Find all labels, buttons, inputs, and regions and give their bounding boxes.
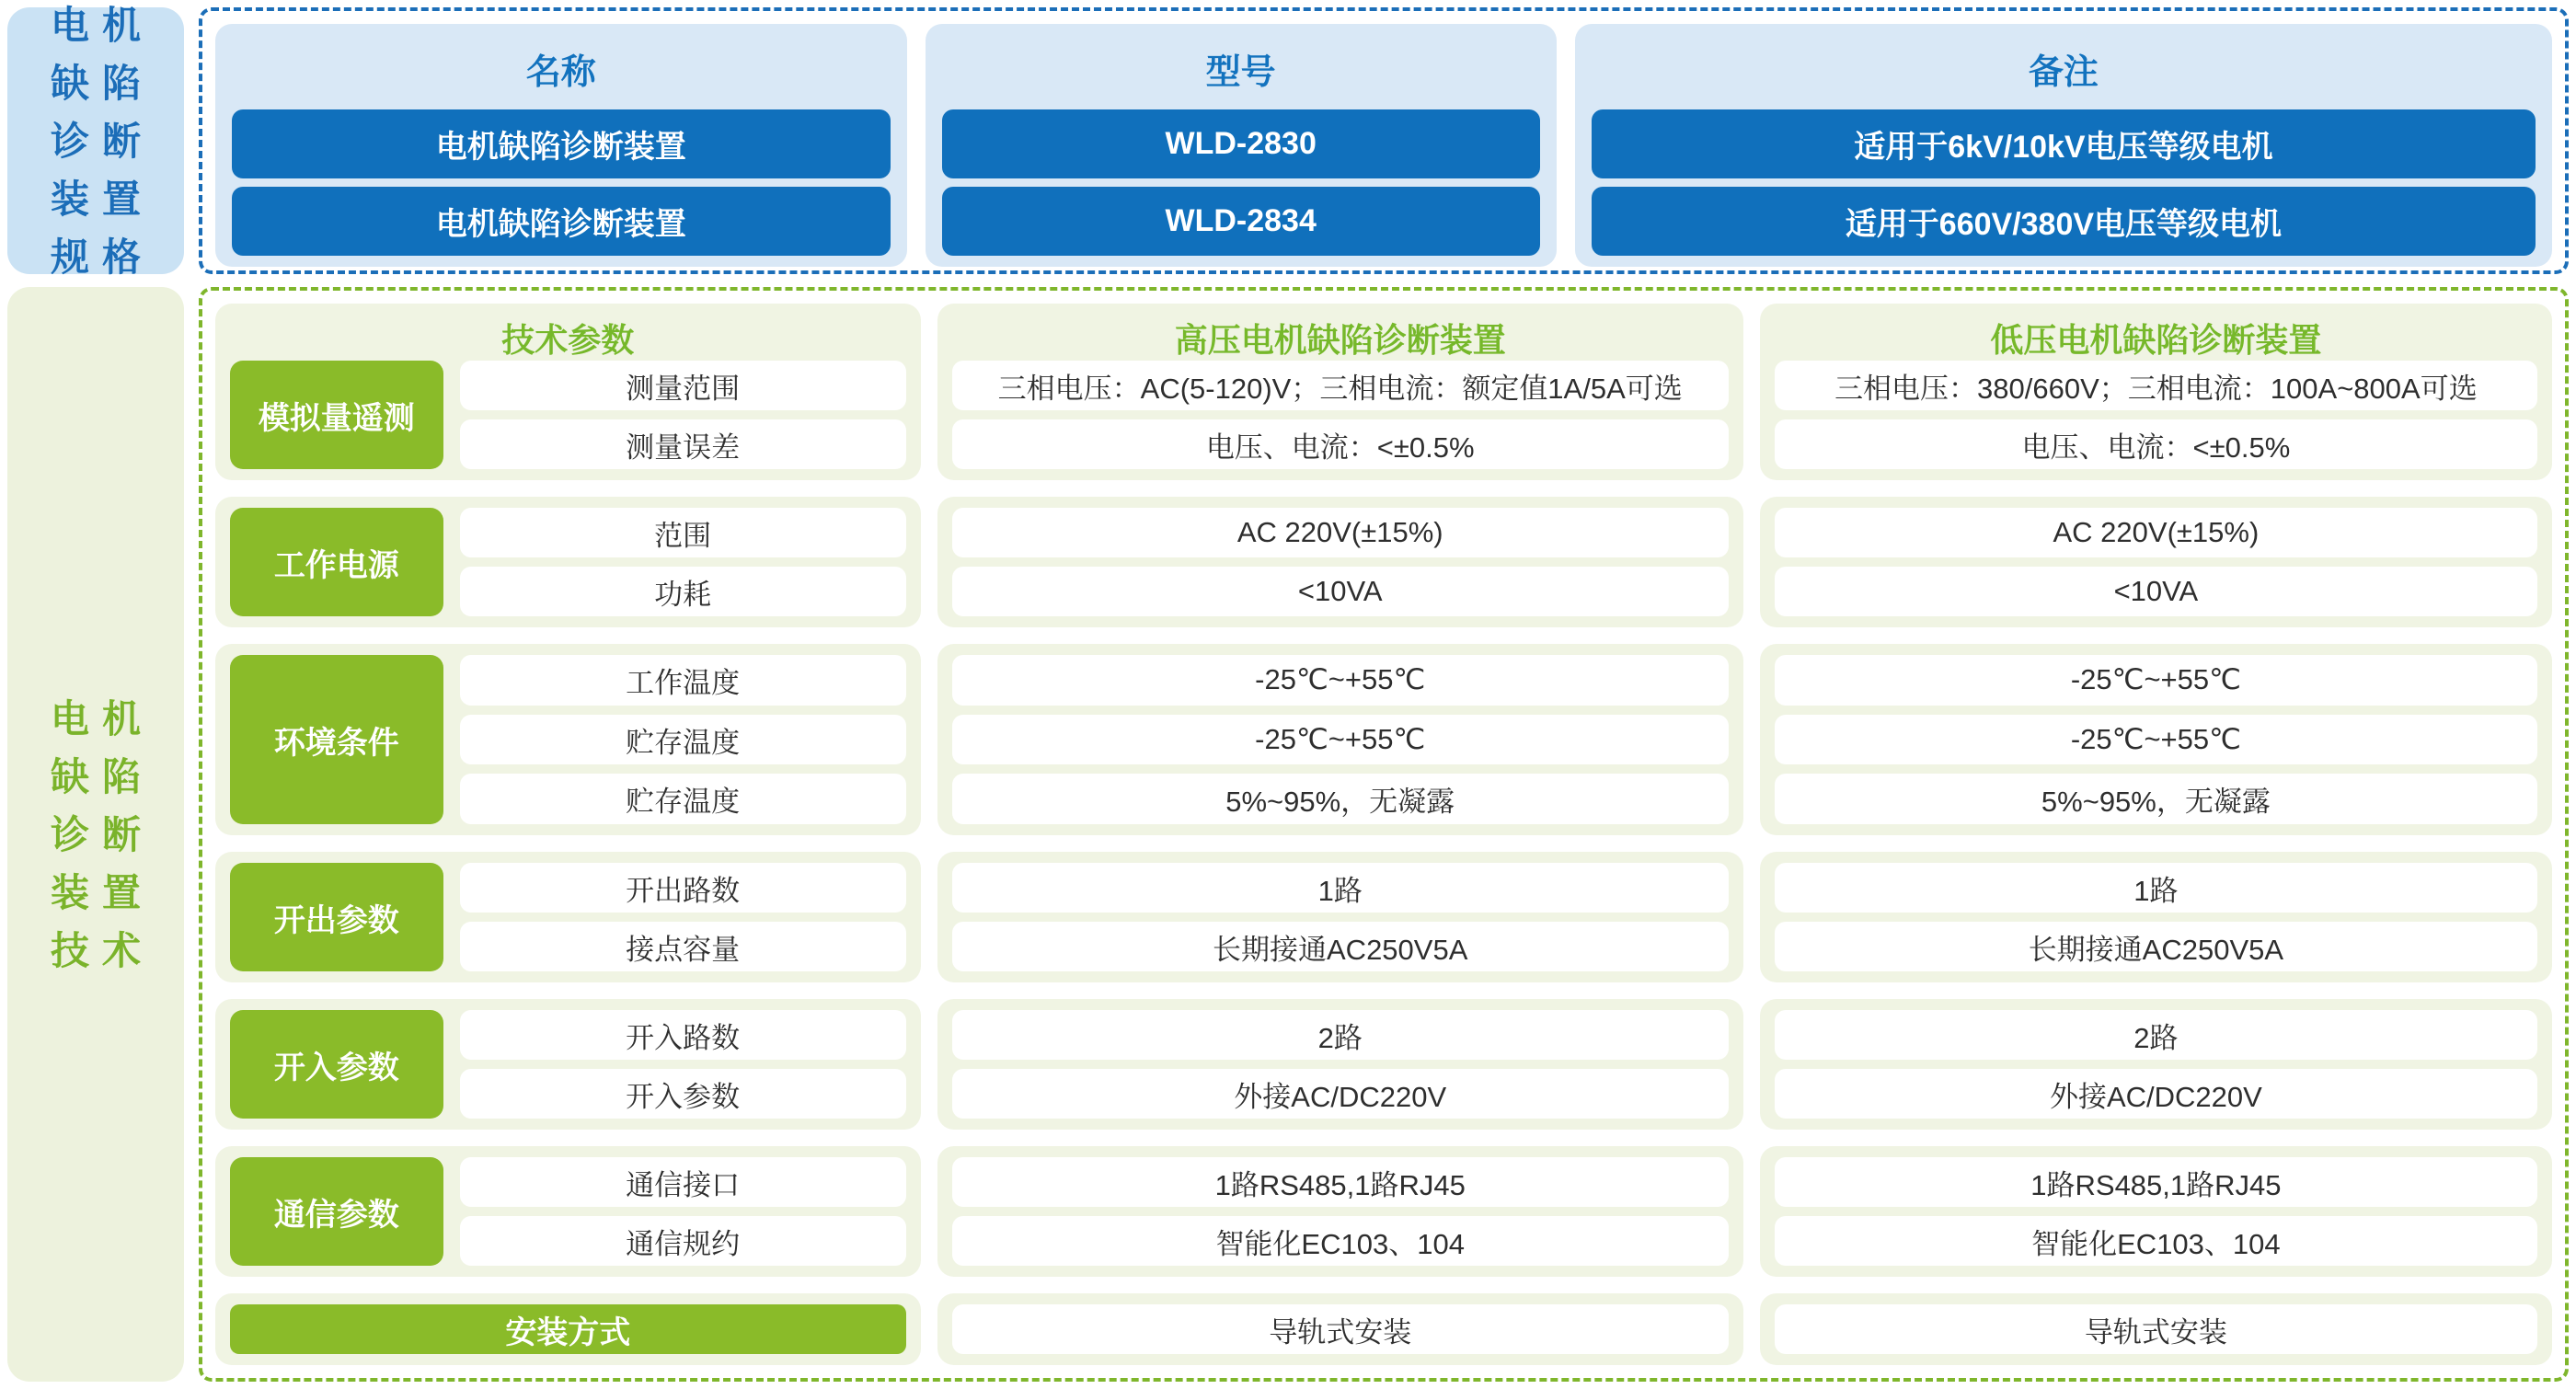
value-cell: 1路 bbox=[1775, 863, 2537, 913]
group-panel-input bbox=[215, 999, 921, 1130]
spec-value: 电机缺陷诊断装置 bbox=[232, 109, 891, 178]
lv-panel-install bbox=[1760, 1293, 2552, 1365]
lv-panel-analog bbox=[1760, 304, 2552, 480]
lv-panel-power bbox=[1760, 497, 2552, 627]
param-cell: 测量误差 bbox=[460, 419, 906, 469]
value-cell: 2路 bbox=[1775, 1010, 2537, 1060]
tech-side-label-line: 技术 bbox=[50, 928, 154, 972]
spec-section bbox=[7, 3, 2569, 279]
tech-param-header: 技术参数 bbox=[501, 320, 635, 359]
param-cell: 测量范围 bbox=[460, 361, 906, 410]
install-label: 安装方式 bbox=[230, 1304, 906, 1354]
value-cell: AC 220V(±15%) bbox=[1775, 508, 2537, 557]
hv-panel-output bbox=[937, 852, 1743, 982]
tech-side-label-line: 缺陷 bbox=[50, 754, 154, 798]
spec-column-model bbox=[926, 24, 1557, 267]
param-cell: 贮存温度 bbox=[460, 715, 906, 765]
value-cell: 三相电压：380/660V；三相电流：100A~800A可选 bbox=[1775, 361, 2537, 410]
param-cell: 接点容量 bbox=[460, 922, 906, 971]
value-cell: <10VA bbox=[952, 567, 1729, 616]
group-panel-environment bbox=[215, 644, 921, 835]
group-panel-install bbox=[215, 1293, 921, 1365]
value-cell: 1路RS485,1路RJ45 bbox=[1775, 1157, 2537, 1207]
group-panel-output bbox=[215, 852, 921, 982]
tech-lv-column bbox=[1760, 304, 2552, 1365]
hv-panel-power bbox=[937, 497, 1743, 627]
param-cell: 开入路数 bbox=[460, 1010, 906, 1060]
group-label: 环境条件 bbox=[230, 655, 443, 824]
tech-lv-header: 低压电机缺陷诊断装置 bbox=[1990, 320, 2322, 359]
value-cell: 外接AC/DC220V bbox=[952, 1069, 1729, 1119]
tech-dashed-box bbox=[199, 287, 2569, 1382]
spec-column-name bbox=[215, 24, 907, 267]
tech-hv-column bbox=[937, 304, 1743, 1365]
value-cell: 导轨式安装 bbox=[952, 1304, 1729, 1354]
lv-panel-environment bbox=[1760, 644, 2552, 835]
value-cell: 导轨式安装 bbox=[1775, 1304, 2537, 1354]
group-label: 通信参数 bbox=[230, 1157, 443, 1266]
spec-column-header: 名称 bbox=[525, 52, 596, 92]
hv-panel-environment bbox=[937, 644, 1743, 835]
group-panel-analog bbox=[215, 304, 921, 480]
value-cell: -25℃~+55℃ bbox=[952, 655, 1729, 706]
value-cell: 5%~95%，无凝露 bbox=[1775, 774, 2537, 824]
spec-side-label-line: 电机 bbox=[50, 3, 154, 47]
group-label: 开入参数 bbox=[230, 1010, 443, 1119]
value-cell: -25℃~+55℃ bbox=[952, 715, 1729, 765]
spec-column-header: 型号 bbox=[1205, 52, 1276, 92]
param-cell: 开出路数 bbox=[460, 863, 906, 913]
spec-column-remark bbox=[1575, 24, 2552, 267]
tech-param-column bbox=[215, 304, 921, 1365]
tech-side-label-line: 诊断 bbox=[50, 812, 154, 856]
group-panel-communication bbox=[215, 1146, 921, 1277]
tech-side-label-line: 装置 bbox=[50, 870, 154, 914]
lv-panel-input bbox=[1760, 999, 2552, 1130]
spec-column-header: 备注 bbox=[2028, 52, 2099, 92]
spec-side-label bbox=[7, 3, 184, 279]
spec-value: WLD-2834 bbox=[942, 187, 1540, 256]
lv-panel-output bbox=[1760, 852, 2552, 982]
spec-value: 适用于660V/380V电压等级电机 bbox=[1592, 187, 2536, 256]
value-cell: -25℃~+55℃ bbox=[1775, 655, 2537, 706]
param-cell: 贮存温度 bbox=[460, 774, 906, 824]
tech-side-label-line: 电机 bbox=[50, 696, 154, 740]
value-cell: 外接AC/DC220V bbox=[1775, 1069, 2537, 1119]
spec-side-label-line: 缺陷 bbox=[50, 61, 154, 105]
hv-panel-analog bbox=[937, 304, 1743, 480]
spec-dashed-box bbox=[199, 7, 2569, 274]
value-cell: 长期接通AC250V5A bbox=[952, 922, 1729, 971]
hv-panel-install bbox=[937, 1293, 1743, 1365]
value-cell: AC 220V(±15%) bbox=[952, 508, 1729, 557]
value-cell: -25℃~+55℃ bbox=[1775, 715, 2537, 765]
value-cell: 1路RS485,1路RJ45 bbox=[952, 1157, 1729, 1207]
value-cell: 1路 bbox=[952, 863, 1729, 913]
param-cell: 通信接口 bbox=[460, 1157, 906, 1207]
spec-side-label-line: 规格 bbox=[50, 235, 154, 279]
param-cell: 工作温度 bbox=[460, 655, 906, 706]
value-cell: 电压、电流：<±0.5% bbox=[1775, 419, 2537, 469]
spec-side-label-line: 装置 bbox=[50, 177, 154, 221]
param-cell: 范围 bbox=[460, 508, 906, 557]
value-cell: 电压、电流：<±0.5% bbox=[952, 419, 1729, 469]
lv-panel-communication bbox=[1760, 1146, 2552, 1277]
value-cell: <10VA bbox=[1775, 567, 2537, 616]
hv-panel-communication bbox=[937, 1146, 1743, 1277]
spec-value: WLD-2830 bbox=[942, 109, 1540, 178]
group-label: 模拟量遥测 bbox=[230, 361, 443, 469]
group-panel-power bbox=[215, 497, 921, 627]
group-label: 工作电源 bbox=[230, 508, 443, 616]
param-cell: 通信规约 bbox=[460, 1216, 906, 1266]
group-label: 开出参数 bbox=[230, 863, 443, 971]
spec-side-label-line: 诊断 bbox=[50, 119, 154, 163]
spec-value: 电机缺陷诊断装置 bbox=[232, 187, 891, 256]
tech-section bbox=[7, 287, 2569, 1382]
value-cell: 长期接通AC250V5A bbox=[1775, 922, 2537, 971]
value-cell: 智能化EC103、104 bbox=[1775, 1216, 2537, 1266]
param-cell: 开入参数 bbox=[460, 1069, 906, 1119]
tech-side-label bbox=[7, 287, 184, 1382]
value-cell: 三相电压：AC(5-120)V；三相电流：额定值1A/5A可选 bbox=[952, 361, 1729, 410]
spec-value: 适用于6kV/10kV电压等级电机 bbox=[1592, 109, 2536, 178]
hv-panel-input bbox=[937, 999, 1743, 1130]
value-cell: 智能化EC103、104 bbox=[952, 1216, 1729, 1266]
value-cell: 2路 bbox=[952, 1010, 1729, 1060]
tech-hv-header: 高压电机缺陷诊断装置 bbox=[1174, 320, 1506, 359]
value-cell: 5%~95%，无凝露 bbox=[952, 774, 1729, 824]
param-cell: 功耗 bbox=[460, 567, 906, 616]
